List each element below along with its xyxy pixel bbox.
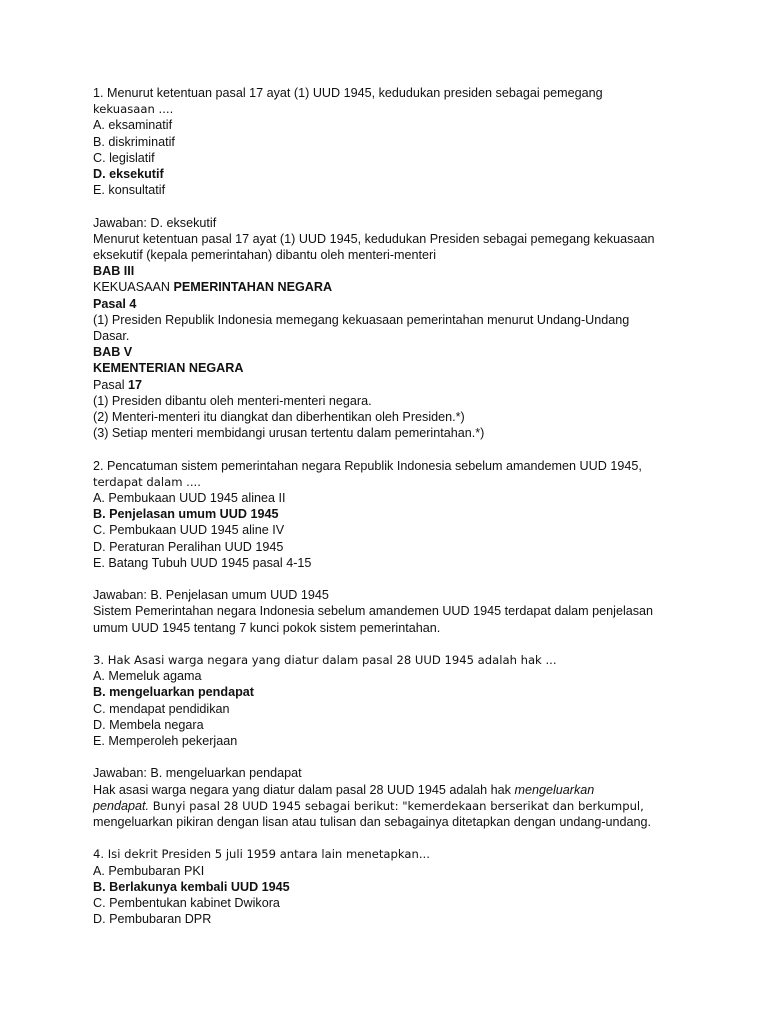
q3-option-e: E. Memperoleh pekerjaan [93, 734, 238, 749]
question-2-text: 2. Pencatuman sistem pemerintahan negara Republik Indonesia sebelum amandemen UUD 1945, [93, 458, 642, 473]
q3-option-a: A. Memeluk agama [93, 669, 202, 684]
q3-option-b-correct: B. mengeluarkan pendapat [93, 685, 254, 700]
q4-option-a: A. Pembubaran PKI [93, 863, 205, 878]
q3-explanation-cont [93, 798, 693, 814]
bab-v-heading: BAB V [93, 345, 133, 360]
pasal-4-text-cont: Dasar. [93, 329, 130, 344]
question-1-text: 1. Menurut ketentuan pasal 17 ayat (1) UUD 1945, kedudukan presiden sebagai pemegang [93, 86, 603, 100]
pasal-4-text: (1) Presiden Republik Indonesia memegang kekuasaan pemerintahan menurut Undang-Undang [93, 312, 630, 327]
spacer [93, 441, 693, 457]
q4-option-b-correct: B. Berlakunya kembali UUD 1945 [93, 879, 290, 894]
q3-explanation-italic: mengeluarkan [514, 782, 595, 797]
kekuasaan-bold: PEMERINTAHAN NEGARA [173, 280, 333, 295]
q2-option-d: D. Peraturan Peralihan UUD 1945 [93, 539, 284, 554]
q1-answer: Jawaban: D. eksekutif [93, 215, 217, 230]
q2-explanation-cont: umum UUD 1945 tentang 7 kunci pokok sistem pemerintahan. [93, 620, 441, 635]
spacer [93, 749, 693, 765]
q2-option-e: E. Batang Tubuh UUD 1945 pasal 4-15 [93, 555, 312, 570]
pasal-17-prefix: Pasal [93, 377, 129, 392]
q3-explanation [93, 782, 693, 798]
q1-option-a: A. eksaminatif [93, 118, 173, 133]
q4-option-d: D. Pembubaran DPR [93, 912, 212, 927]
q3-answer: Jawaban: B. mengeluarkan pendapat [93, 766, 302, 781]
pasal-17-item-2: (2) Menteri-menteri itu diangkat dan diberhentikan oleh Presiden.*) [93, 410, 465, 425]
spacer [93, 636, 693, 652]
question-3-text: 3. Hak Asasi warga negara yang diatur dalam pasal 28 UUD 1945 adalah hak ... [93, 653, 557, 668]
spacer [93, 830, 693, 846]
kementerian-heading: KEMENTERIAN NEGARA [93, 361, 244, 376]
q1-option-d-correct: D. eksekutif [93, 167, 164, 182]
q1-option-c: C. legislatif [93, 150, 155, 165]
pasal-17-item-1: (1) Presiden dibantu oleh menteri-menteri negara. [93, 393, 372, 408]
pasal-17-item-3: (3) Setiap menteri membidangi urusan tertentu dalam pemerintahan.*) [93, 426, 485, 441]
pasal-17-number: 17 [128, 377, 143, 392]
q2-option-a: A. Pembukaan UUD 1945 alinea II [93, 491, 286, 506]
spacer [93, 198, 693, 214]
q3-option-c: C. mendapat pendidikan [93, 701, 230, 716]
pasal-17-heading [93, 377, 693, 393]
question-2-text-cont: terdapat dalam .... [93, 474, 201, 489]
q1-option-e: E. konsultatif [93, 183, 166, 198]
q3-explanation-end: mengeluarkan pikiran dengan lisan atau tulisan dan sebagainya ditetapkan dengan undang-undang. [93, 815, 652, 830]
q2-option-c: C. Pembukaan UUD 1945 aline IV [93, 523, 285, 538]
bab-iii-heading: BAB III [93, 264, 135, 279]
q3-explanation-italic-cont: pendapat. [93, 798, 150, 813]
q3-option-d: D. Membela negara [93, 717, 204, 732]
q2-explanation: Sistem Pemerintahan negara Indonesia sebelum amandemen UUD 1945 terdapat dalam penjelasan [93, 604, 654, 619]
kekuasaan-prefix: KEKUASAAN [93, 280, 174, 295]
q4-option-c: C. Pembentukan kabinet Dwikora [93, 896, 280, 911]
kekuasaan-heading [93, 279, 693, 295]
q3-explanation-prefix: Hak asasi warga negara yang diatur dalam pasal 28 UUD 1945 adalah hak [93, 782, 515, 797]
q1-option-b: B. diskriminatif [93, 134, 175, 149]
q2-answer: Jawaban: B. Penjelasan umum UUD 1945 [93, 588, 329, 603]
q3-explanation-rest: Bunyi pasal 28 UUD 1945 sebagai berikut: "kemerdekaan berserikat dan berkumpul, [149, 798, 644, 813]
question-4-text: 4. Isi dekrit Presiden 5 juli 1959 antara lain menetapkan... [93, 847, 430, 862]
pasal-4-heading: Pasal 4 [93, 296, 137, 311]
document-page [93, 85, 693, 927]
q2-option-b-correct: B. Penjelasan umum UUD 1945 [93, 507, 279, 522]
question-1-text-cont: kekuasaan .... [93, 102, 174, 117]
q1-explanation: Menurut ketentuan pasal 17 ayat (1) UUD 1945, kedudukan Presiden sebagai pemegang kekuasaan [93, 231, 655, 246]
spacer [93, 571, 693, 587]
q1-explanation-cont: eksekutif (kepala pemerintahan) dibantu oleh menteri-menteri [93, 248, 437, 263]
